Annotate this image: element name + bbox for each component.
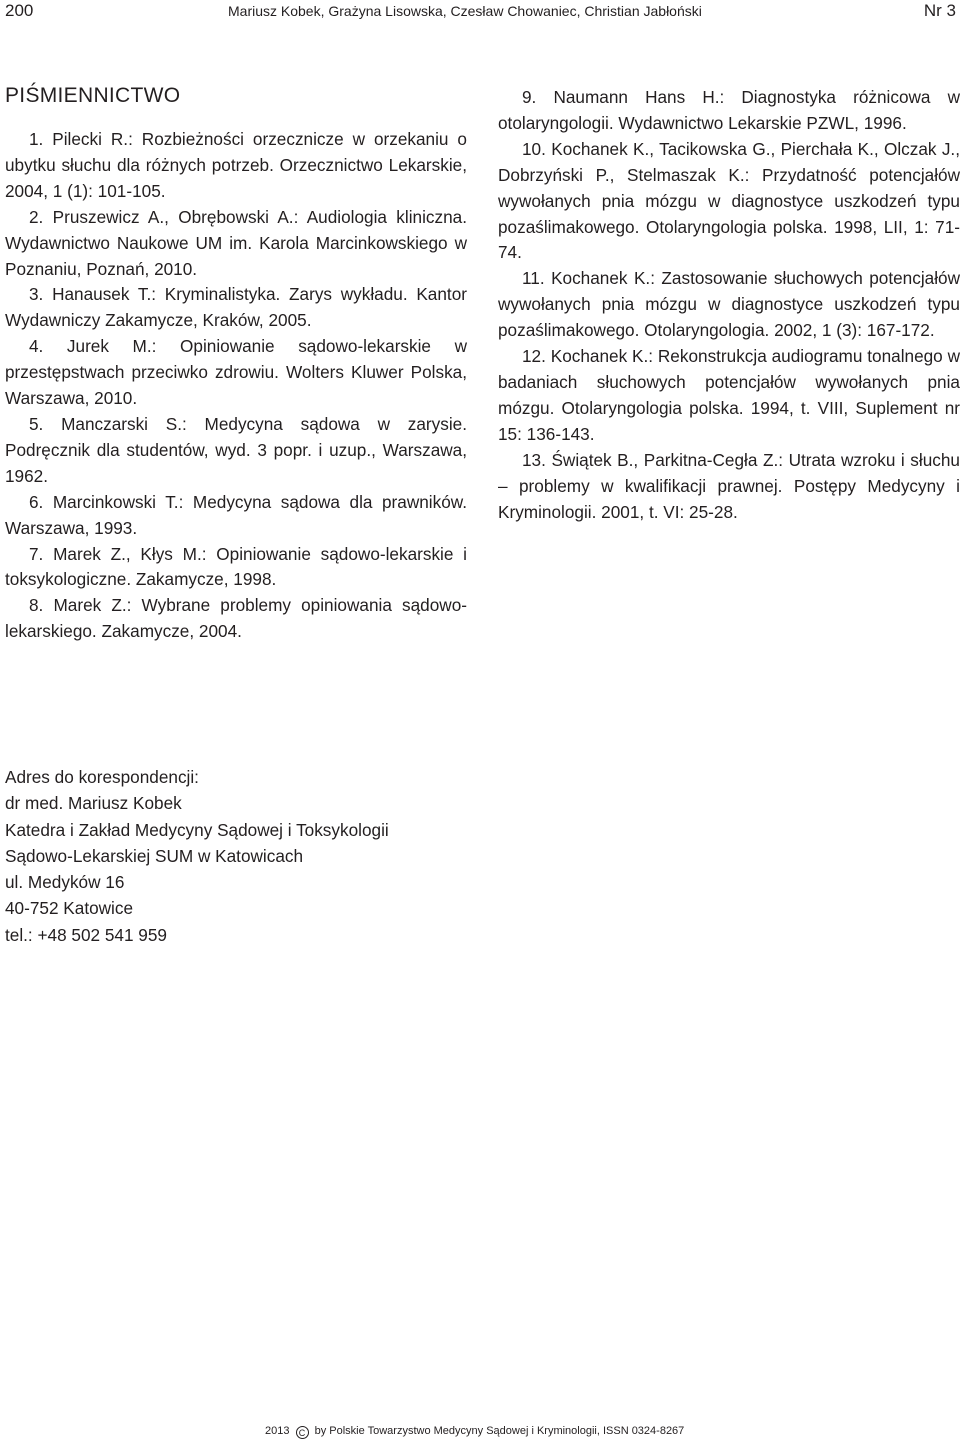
reference-item: 2. Pruszewicz A., Obrębowski A.: Audiologia kliniczna. Wydawnictwo Naukowe UM im. Karola Marcinkowskiego w Poznaniu, Poznań, 2010. [5, 206, 467, 279]
issue-number: Nr 3 [923, 1, 956, 20]
footer-copyright [265, 1423, 684, 1439]
correspondence-name: dr med. Mariusz Kobek [5, 793, 182, 814]
reference-item: 10. Kochanek K., Tacikowska G., Pierchała K., Olczak J., Dobrzyński P., Stelmaszak K.: Przydatność potencjałów wywołanych pnia mózgu w diagnostyce uszkodzeń typu pozaślimakowego. Otolaryngologia polska. 1998, LII, 1: 71-74. [498, 138, 960, 263]
correspondence-address [5, 764, 389, 948]
correspondence-phone: tel.: +48 502 541 959 [5, 924, 167, 945]
reference-item: 13. Świątek B., Parkitna-Cegła Z.: Utrata wzroku i słuchu – problemy w kwalifikacji prawnej. Postępy Medycyny i Kryminologii. 2001, t. VI: 25-28. [498, 449, 960, 522]
reference-item: 3. Hanausek T.: Kryminalistyka. Zarys wykładu. Kantor Wydawniczy Zakamycze, Kraków, 2005. [5, 284, 467, 331]
correspondence-heading: Adres do korespondencji: [5, 767, 199, 787]
reference-item: 11. Kochanek K.: Zastosowanie słuchowych potencjałów wywołanych pnia mózgu w diagnostyce uszkodzeń typu pozaślimakowego. Otolaryngologia. 2002, 1 (3): 167-172. [498, 268, 960, 341]
correspondence-department-2: Sądowo-Lekarskiej SUM w Katowicach [5, 845, 304, 866]
references-heading: PIŚMIENNICTWO [5, 84, 181, 107]
running-authors: Mariusz Kobek, Grażyna Lisowska, Czesław Chowaniec, Christian Jabłoński [228, 3, 702, 19]
reference-item: 7. Marek Z., Kłys M.: Opiniowanie sądowo-lekarskie i toksykologiczne. Zakamycze, 1998. [5, 543, 467, 590]
correspondence-city: 40-752 Katowice [5, 898, 134, 919]
footer-year: 2013 [265, 1425, 290, 1437]
references-column-left [5, 127, 467, 645]
reference-item: 12. Kochanek K.: Rekonstrukcja audiogramu tonalnego w badaniach słuchowych potencjałów wywołanych pnia mózgu. Otolaryngologia polska. 1994, t. VIII, Suplement nr 15: 136-143. [498, 346, 960, 444]
reference-item: 8. Marek Z.: Wybrane problemy opiniowania sądowo-lekarskiego. Zakamycze, 2004. [5, 595, 467, 642]
copyright-icon: C [296, 1426, 309, 1439]
page-header [0, 0, 960, 22]
footer-publisher: by Polskie Towarzystwo Medycyny Sądowej i Kryminologii, ISSN 0324-8267 [314, 1425, 685, 1437]
reference-item: 4. Jurek M.: Opiniowanie sądowo-lekarskie w przestępstwach przeciwko zdrowiu. Wolters Kluwer Polska, Warszawa, 2010. [5, 336, 467, 409]
correspondence-street: ul. Medyków 16 [5, 872, 125, 893]
reference-item: 5. Manczarski S.: Medycyna sądowa w zarysie. Podręcznik dla studentów, wyd. 3 popr. i uzup., Warszawa, 1962. [5, 413, 467, 486]
reference-item: 9. Naumann Hans H.: Diagnostyka różnicowa w otolaryngologii. Wydawnictwo Lekarskie PZWL, 1996. [498, 87, 960, 133]
page-number: 200 [5, 1, 34, 20]
reference-item: 6. Marcinkowski T.: Medycyna sądowa dla prawników. Warszawa, 1993. [5, 491, 467, 538]
references-column-right [498, 85, 960, 525]
reference-item: 1. Pilecki R.: Rozbieżności orzecznicze w orzekaniu o ubytku słuchu dla różnych potrzeb. Orzecznictwo Lekarskie, 2004, 1 (1): 101-105. [5, 129, 467, 201]
correspondence-department: Katedra i Zakład Medycyny Sądowej i Toksykologii [5, 819, 389, 840]
